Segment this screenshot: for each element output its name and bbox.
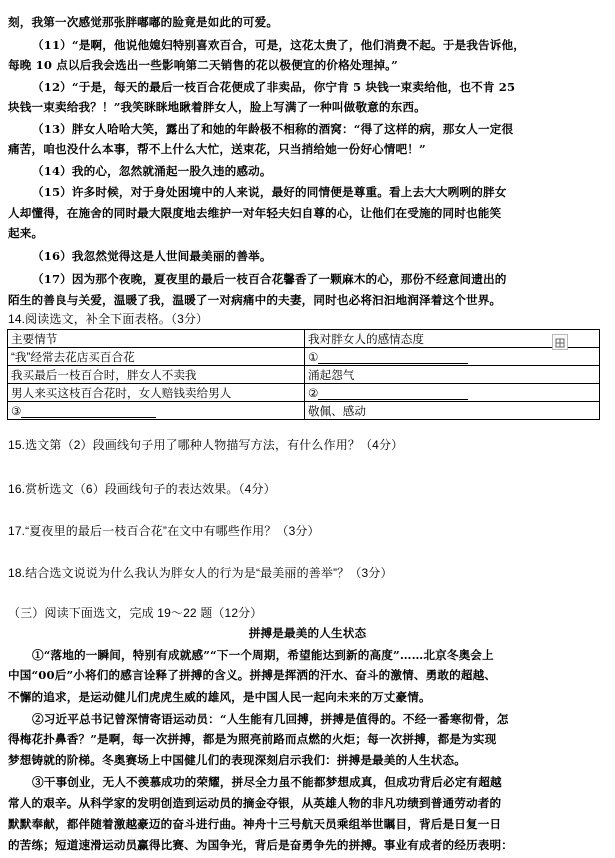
table-row bbox=[8, 348, 600, 366]
article-line: 中国“00后”小将们的感言诠释了拼搏的含义。拼搏是挥洒的汗水、奋斗的激情、勇敢的超越、 bbox=[8, 668, 497, 682]
passage-line: 每晚 10 点以后我会选出一些影响第二天销售的花以极便宜的价格处理掉。” bbox=[8, 58, 398, 72]
passage-line: （11）“是啊，他说他媳妇特别喜欢百合，可是，这花太贵了，他们消费不起。于是我告诉他， bbox=[32, 38, 526, 52]
table-cell: 敬佩、感动 bbox=[305, 402, 600, 420]
passage-line: （14）我的心，忽然就涌起一股久违的感动。 bbox=[32, 164, 272, 178]
answer-blank[interactable] bbox=[318, 387, 468, 400]
passage-line: 刻，我第一次感觉那张胖嘟嘟的脸竟是如此的可爱。 bbox=[8, 15, 279, 29]
table-header-row bbox=[8, 330, 600, 348]
article-line: 默默奉献，都伴随着激越豪迈的奋斗进行曲。神舟十三号航天员乘组举世瞩目，背后是日复一日 bbox=[8, 817, 502, 831]
section-heading: （三）阅读下面选文，完成 19～22 题（12分） bbox=[8, 606, 263, 620]
passage-line: （17）因为那个夜晚，夏夜里的最后一枝百合花馨香了一颗麻木的心，那份不经意间遗出的 bbox=[32, 272, 507, 286]
passage-line: （16）我忽然觉得这是人世间最美丽的善举。 bbox=[32, 249, 272, 263]
article-line: ①“落地的一瞬间，特别有成就感”“下一个周期，希望能达到新的高度”……北京冬奥会上 bbox=[32, 648, 494, 662]
table-cell: 我买最后一枝百合时，胖女人不卖我 bbox=[8, 366, 305, 384]
table-cell: 涌起怨气 bbox=[305, 366, 600, 384]
article-line: ③干事创业，无人不羡慕成功的荣耀，拼尽全力虽不能都梦想成真，但成功背后必定有超越 bbox=[32, 775, 502, 789]
answer-blank[interactable] bbox=[318, 351, 468, 364]
article-line: 梦想铸就的阶梯。冬奥赛场上中国健儿们的表现深刻启示我们：拼搏是最美的人生状态。 bbox=[8, 753, 467, 767]
passage-line: 痛苦，咱也没什么本事，帮不上什么大忙，送束花，只当捎给她一份好心情吧！” bbox=[8, 142, 426, 156]
blank-marker: ① bbox=[308, 350, 319, 364]
blank-marker: ③ bbox=[11, 404, 22, 418]
article-line: 不懈的追求，是运动健儿们虎虎生威的雄风，是中国人民一起向未来的万丈豪情。 bbox=[8, 690, 431, 704]
table-move-handle-icon[interactable] bbox=[552, 334, 568, 350]
passage-line: 陌生的善良与关爱，温暖了我，温暖了一对病痛中的夫妻，同时也必将汩汩地润泽着这个世界。 bbox=[8, 293, 502, 307]
article-line: 常人的艰辛。从科学家的发明创造到运动员的摘金夺银，从英雄人物的非凡功绩到普通劳动者的 bbox=[8, 796, 502, 810]
passage-line: 起来。 bbox=[8, 226, 44, 240]
article-line: 得梅花扑鼻香？”是啊，每一次拼搏，都是为照亮前路而点燃的火炬；每一次拼搏，都是为实现 bbox=[8, 732, 497, 746]
table-cell: “我”经常去花店买百合花 bbox=[8, 348, 305, 366]
article-line: 的苦练；短道速滑运动员赢得比赛、为国争光，背后是奋勇争先的拼搏。事业有成者的经历表明： bbox=[8, 838, 513, 852]
passage-line: （15）许多时候，对于身处困境中的人来说，最好的同情便是尊重。看上去大大咧咧的胖女 bbox=[32, 185, 507, 199]
table-row bbox=[8, 384, 600, 402]
answer-table bbox=[7, 329, 600, 420]
article-title: 拼搏是最美的人生状态 bbox=[248, 626, 367, 640]
question-16: 16.赏析选文（6）段画线句子的表达效果。（4分） bbox=[8, 482, 276, 496]
table-row bbox=[8, 402, 600, 420]
table-header-cell: 主要情节 bbox=[8, 330, 305, 348]
question-14: 14.阅读选文，补全下面表格。（3分） bbox=[8, 312, 209, 326]
article-line: ②习近平总书记曾深情寄语运动员：“人生能有几回搏，拼搏是值得的。不经一番寒彻骨，怎 bbox=[32, 712, 509, 726]
table-header-cell: 我对胖女人的感情态度 bbox=[305, 330, 600, 348]
passage-line: （12）“于是，每天的最后一枝百合花便成了非卖品，你宁肯 5 块钱一束卖给他，也不肯 25 bbox=[32, 80, 516, 94]
passage-line: （13）胖女人哈哈大笑，露出了和她的年龄极不相称的酒窝：“得了这样的病，那女人一定很 bbox=[32, 122, 514, 136]
table-cell: 男人来买这枝百合花时，女人赔钱卖给男人 bbox=[8, 384, 305, 402]
passage-line: 块钱一束卖给我？！”我笑眯眯地瞅着胖女人，脸上写满了一种叫做敬意的东西。 bbox=[8, 100, 426, 114]
answer-blank[interactable] bbox=[21, 405, 156, 418]
question-18: 18.结合选文说说为什么我认为胖女人的行为是“最美丽的善举”？（3分） bbox=[8, 566, 393, 580]
passage-line: 人却懂得，在施舍的同时最大限度地去维护一对年轻夫妇自尊的心，让他们在受施的同时也能笑 bbox=[8, 206, 502, 220]
question-15: 15.选文第（2）段画线句子用了哪种人物描写方法，有什么作用？（4分） bbox=[8, 438, 404, 452]
blank-marker: ② bbox=[308, 386, 319, 400]
question-17: 17.“夏夜里的最后一枝百合花”在文中有哪些作用？（3分） bbox=[8, 524, 320, 538]
table-row bbox=[8, 366, 600, 384]
table-cell[interactable] bbox=[8, 402, 305, 420]
table-cell[interactable] bbox=[305, 384, 600, 402]
